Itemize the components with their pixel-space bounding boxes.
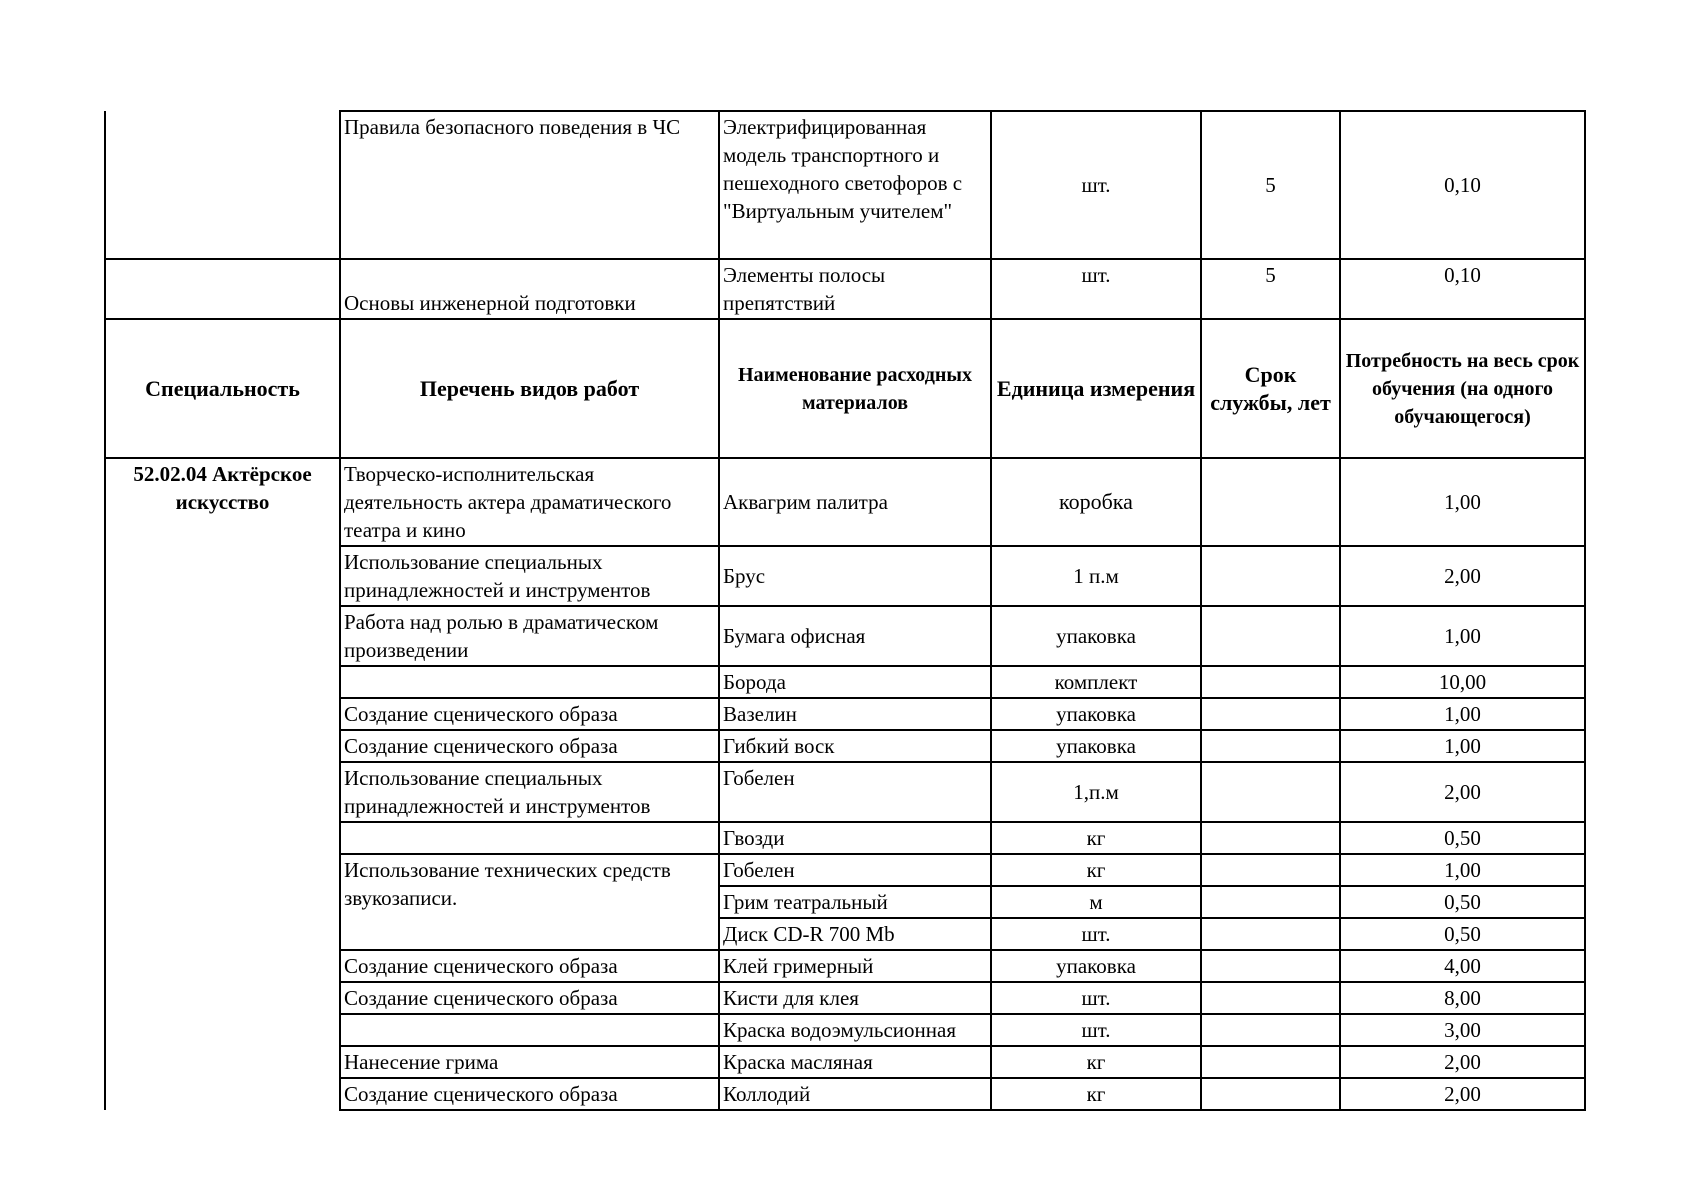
need-cell: 1,00	[1340, 854, 1585, 886]
unit-cell: шт.	[991, 111, 1201, 259]
work-cell: Правила безопасного поведения в ЧС	[340, 111, 719, 259]
header-term: Срок службы, лет	[1201, 319, 1340, 458]
table-row	[105, 259, 1585, 319]
need-cell: 0,50	[1340, 822, 1585, 854]
unit-cell: кг	[991, 822, 1201, 854]
specialty-name: 52.02.04 Актёрское искусство	[105, 458, 340, 1110]
work-cell-merged: Использование технических средств звукозаписи.	[340, 854, 719, 950]
unit-cell: упаковка	[991, 606, 1201, 666]
need-cell: 4,00	[1340, 950, 1585, 982]
work-cell: Создание сценического образа	[340, 1078, 719, 1110]
material-cell: Гобелен	[719, 762, 991, 822]
work-cell: Создание сценического образа	[340, 730, 719, 762]
term-cell	[1201, 950, 1340, 982]
need-cell: 1,00	[1340, 606, 1585, 666]
material-cell: Гобелен	[719, 854, 991, 886]
unit-cell: упаковка	[991, 698, 1201, 730]
need-cell: 10,00	[1340, 666, 1585, 698]
material-cell: Брус	[719, 546, 991, 606]
work-cell	[340, 822, 719, 854]
material-cell: Краска водоэмульсионная	[719, 1014, 991, 1046]
need-cell: 1,00	[1340, 458, 1585, 546]
material-cell: Элементы полосы препятствий	[719, 259, 991, 319]
need-cell: 2,00	[1340, 1078, 1585, 1110]
term-cell	[1201, 1046, 1340, 1078]
material-cell: Диск CD-R 700 Mb	[719, 918, 991, 950]
specialty-cell-empty	[105, 111, 340, 259]
table-row	[105, 111, 1585, 259]
term-cell	[1201, 458, 1340, 546]
unit-cell: м	[991, 886, 1201, 918]
header-unit: Единица измерения	[991, 319, 1201, 458]
unit-cell: шт.	[991, 918, 1201, 950]
need-cell: 0,10	[1340, 111, 1585, 259]
material-cell: Гвозди	[719, 822, 991, 854]
unit-cell: 1,п.м	[991, 762, 1201, 822]
consumables-table-sheet	[104, 110, 1584, 1111]
table-row	[105, 458, 1585, 546]
work-cell: Использование специальных принадлежностей и инструментов	[340, 762, 719, 822]
consumables-table	[104, 110, 1586, 1111]
need-cell: 1,00	[1340, 730, 1585, 762]
term-cell	[1201, 666, 1340, 698]
unit-cell: упаковка	[991, 730, 1201, 762]
need-cell: 8,00	[1340, 982, 1585, 1014]
material-cell: Вазелин	[719, 698, 991, 730]
term-cell	[1201, 886, 1340, 918]
work-cell: Создание сценического образа	[340, 982, 719, 1014]
unit-cell: комплект	[991, 666, 1201, 698]
need-cell: 1,00	[1340, 698, 1585, 730]
term-cell	[1201, 982, 1340, 1014]
work-cell: Работа над ролью в драматическом произведении	[340, 606, 719, 666]
term-cell	[1201, 1078, 1340, 1110]
header-works: Перечень видов работ	[340, 319, 719, 458]
need-cell: 3,00	[1340, 1014, 1585, 1046]
term-cell	[1201, 698, 1340, 730]
table-header-row	[105, 319, 1585, 458]
material-cell: Электрифицированная модель транспортного и пешеходного светофоров с "Виртуальным учителем"	[719, 111, 991, 259]
unit-cell: упаковка	[991, 950, 1201, 982]
term-cell: 5	[1201, 259, 1340, 319]
term-cell	[1201, 606, 1340, 666]
term-cell	[1201, 762, 1340, 822]
material-cell: Краска масляная	[719, 1046, 991, 1078]
unit-cell: шт.	[991, 259, 1201, 319]
material-cell: Коллодий	[719, 1078, 991, 1110]
specialty-cell-empty	[105, 259, 340, 319]
unit-cell: кг	[991, 1046, 1201, 1078]
header-material: Наименование расходных материалов	[719, 319, 991, 458]
work-cell: Творческо-исполнительская деятельность актера драматического театра и кино	[340, 458, 719, 546]
material-cell: Борода	[719, 666, 991, 698]
unit-cell: 1 п.м	[991, 546, 1201, 606]
term-cell	[1201, 918, 1340, 950]
material-cell: Гибкий воск	[719, 730, 991, 762]
work-cell	[340, 666, 719, 698]
work-cell: Создание сценического образа	[340, 950, 719, 982]
unit-cell: коробка	[991, 458, 1201, 546]
need-cell: 2,00	[1340, 546, 1585, 606]
term-cell: 5	[1201, 111, 1340, 259]
work-cell: Создание сценического образа	[340, 698, 719, 730]
work-cell: Использование специальных принадлежностей и инструментов	[340, 546, 719, 606]
term-cell	[1201, 730, 1340, 762]
work-cell: Нанесение грима	[340, 1046, 719, 1078]
material-cell: Кисти для клея	[719, 982, 991, 1014]
term-cell	[1201, 1014, 1340, 1046]
work-cell	[340, 1014, 719, 1046]
unit-cell: кг	[991, 854, 1201, 886]
term-cell	[1201, 822, 1340, 854]
material-cell: Клей гримерный	[719, 950, 991, 982]
unit-cell: кг	[991, 1078, 1201, 1110]
term-cell	[1201, 546, 1340, 606]
unit-cell: шт.	[991, 982, 1201, 1014]
material-cell: Аквагрим палитра	[719, 458, 991, 546]
material-cell: Бумага офисная	[719, 606, 991, 666]
need-cell: 0,50	[1340, 918, 1585, 950]
header-need: Потребность на весь срок обучения (на одного обучающегося)	[1340, 319, 1585, 458]
material-cell: Грим театральный	[719, 886, 991, 918]
work-cell: Основы инженерной подготовки	[340, 259, 719, 319]
header-specialty: Специальность	[105, 319, 340, 458]
term-cell	[1201, 854, 1340, 886]
need-cell: 2,00	[1340, 762, 1585, 822]
need-cell: 2,00	[1340, 1046, 1585, 1078]
unit-cell: шт.	[991, 1014, 1201, 1046]
need-cell: 0,50	[1340, 886, 1585, 918]
need-cell: 0,10	[1340, 259, 1585, 319]
